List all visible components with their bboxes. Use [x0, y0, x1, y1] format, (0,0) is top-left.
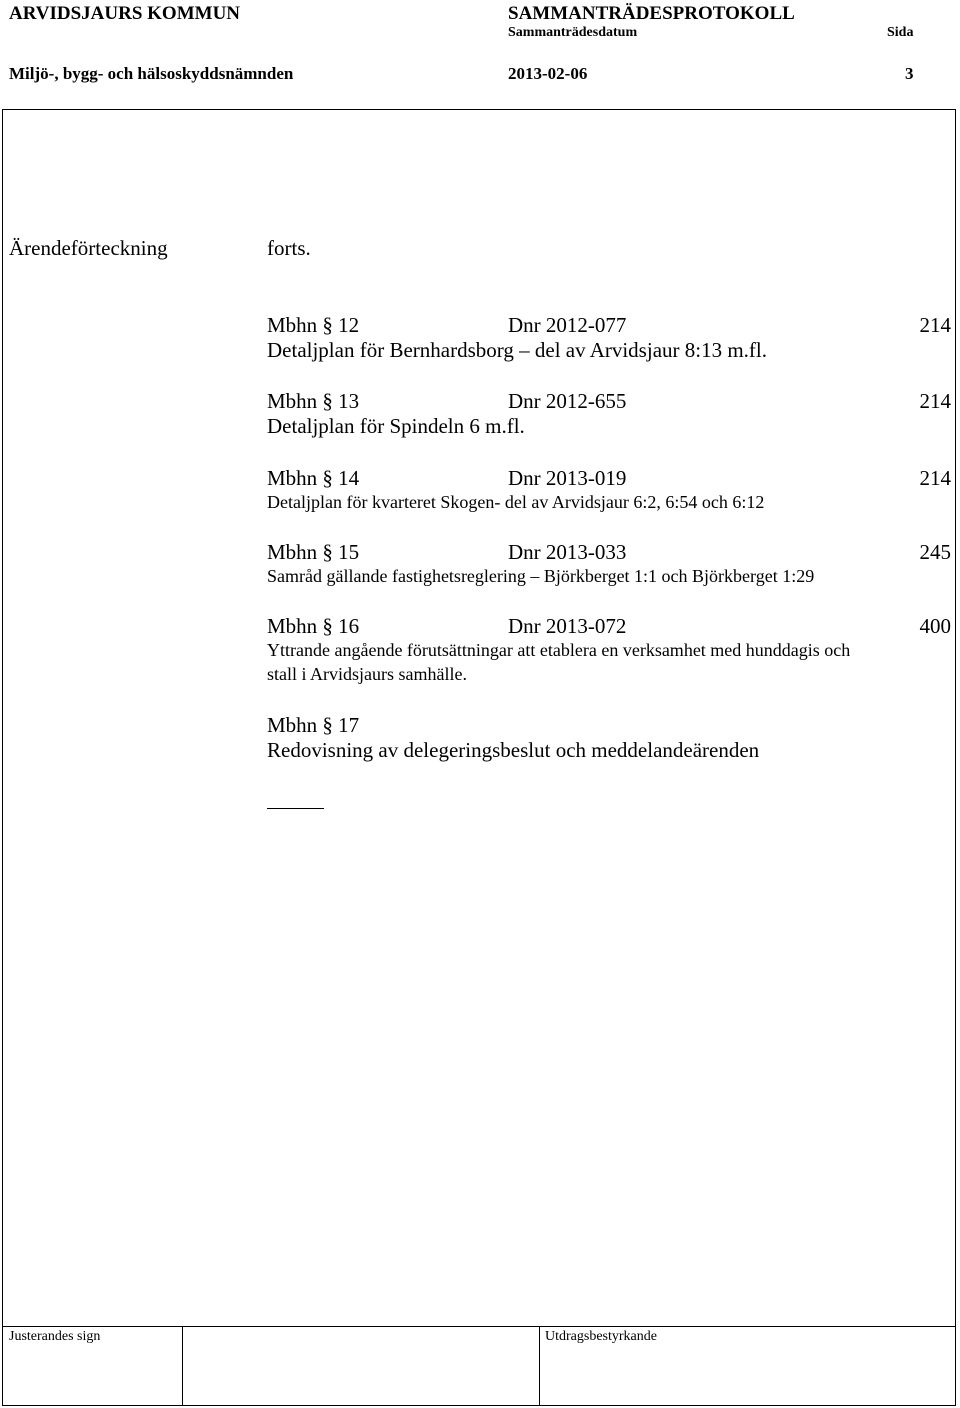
- item-code: 214: [919, 313, 951, 337]
- item-dnr: Dnr 2013-019: [508, 466, 627, 490]
- meeting-date-label: Sammanträdesdatum: [508, 25, 638, 40]
- footer-signature-label: Justerandes sign: [9, 1329, 101, 1344]
- item-description: stall i Arvidsjaurs samhälle.: [267, 664, 467, 684]
- item-dnr: Dnr 2012-655: [508, 389, 627, 413]
- page-number: 3: [905, 64, 914, 83]
- item-code: 400: [919, 614, 951, 638]
- footer-certification-label: Utdragsbestyrkande: [545, 1329, 657, 1344]
- item-ref: Mbhn § 15: [267, 540, 360, 564]
- item-ref: Mbhn § 13: [267, 389, 360, 413]
- item-description: Detaljplan för Bernhardsborg – del av Arvidsjaur 8:13 m.fl.: [267, 338, 768, 362]
- footer-column-divider: [182, 1326, 183, 1406]
- item-ref: Mbhn § 12: [267, 313, 360, 337]
- municipality-name: ARVIDSJAURS KOMMUN: [9, 3, 241, 24]
- page-label: Sida: [887, 25, 914, 40]
- item-description: Detaljplan för Spindeln 6 m.fl.: [267, 414, 525, 438]
- item-ref: Mbhn § 17: [267, 713, 360, 737]
- list-title: Ärendeförteckning: [9, 236, 168, 260]
- item-dnr: Dnr 2013-072: [508, 614, 627, 638]
- item-code: 214: [919, 389, 951, 413]
- committee-name: Miljö-, bygg- och hälsoskyddsnämnden: [9, 64, 294, 83]
- document-type: SAMMANTRÄDESPROTOKOLL: [508, 3, 795, 24]
- item-ref: Mbhn § 14: [267, 466, 360, 490]
- item-code: 214: [919, 466, 951, 490]
- footer-divider: [2, 1326, 956, 1327]
- end-separator: [267, 808, 324, 809]
- footer-column-divider: [539, 1326, 540, 1406]
- list-continued: forts.: [267, 236, 311, 260]
- item-code: 245: [919, 540, 951, 564]
- meeting-date: 2013-02-06: [508, 64, 588, 83]
- item-dnr: Dnr 2013-033: [508, 540, 627, 564]
- item-description: Samråd gällande fastighetsreglering – Björkberget 1:1 och Björkberget 1:29: [267, 566, 815, 586]
- item-dnr: Dnr 2012-077: [508, 313, 627, 337]
- item-description: Detaljplan för kvarteret Skogen- del av Arvidsjaur 6:2, 6:54 och 6:12: [267, 492, 765, 512]
- item-description: Redovisning av delegeringsbeslut och meddelandeärenden: [267, 738, 760, 762]
- item-ref: Mbhn § 16: [267, 614, 360, 638]
- item-description: Yttrande angående förutsättningar att etablera en verksamhet med hunddagis och: [267, 640, 851, 660]
